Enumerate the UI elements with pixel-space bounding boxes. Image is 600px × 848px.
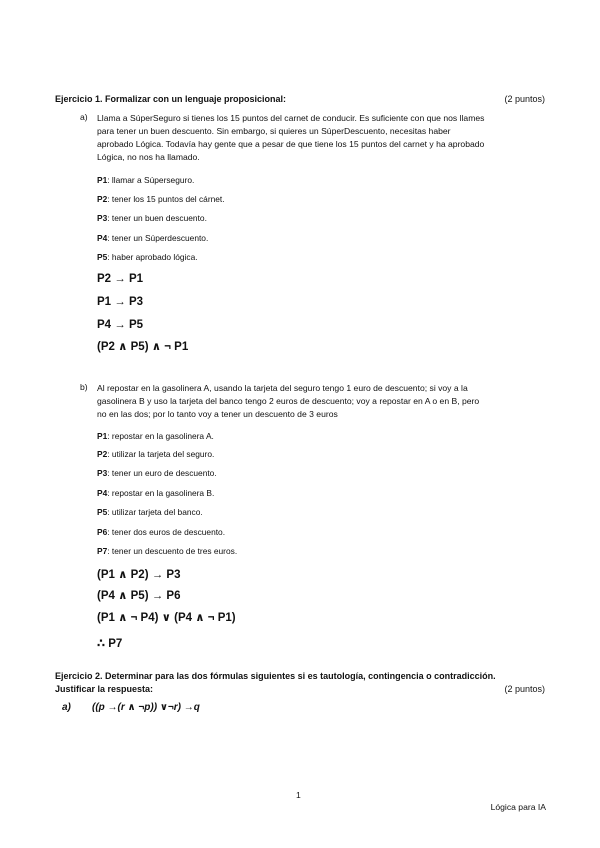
exercise2-title — [55, 670, 545, 682]
exercise2-points: (2 puntos) — [504, 684, 545, 694]
part-a-line: aprobado Lógica. Todavía hay gente que a pesar de que tiene los 15 puntos del carnet y ha aprobado — [97, 139, 485, 149]
part-a-formula-1: P2 → P1 — [97, 273, 144, 285]
exercise2-line2 — [55, 683, 545, 695]
exercise1-points: (2 puntos) — [504, 94, 545, 104]
part-b-prop-p2: P2: utilizar la tarjeta del seguro. — [97, 449, 215, 459]
exercise1-header — [55, 93, 545, 106]
part-b-conclusion: ∴ P7 — [97, 638, 123, 650]
part-b-formula-2: (P4 ∧ P5) → P6 — [97, 590, 181, 602]
exercise2-title-rest: Determinar para las dos fórmulas siguientes si es tautología, contingencia o contradicción. — [102, 671, 496, 681]
part-a-prop-p1: P1: llamar a Súperseguro. — [97, 175, 195, 185]
part-a-formula-3: P4 → P5 — [97, 319, 144, 331]
part-a-prop-p5: P5: haber aprobado lógica. — [97, 252, 198, 262]
part-a-formula-4: (P2 ∧ P5) ∧ ¬ P1 — [97, 341, 189, 353]
exercise2-title-bold: Ejercicio 2. — [55, 671, 103, 681]
part-b-line: Al repostar en la gasolinera A, usando la tarjeta del seguro tengo 1 euro de descuento; si voy a la — [97, 383, 468, 393]
part-a-prop-p4: P4: tener un Súperdescuento. — [97, 233, 209, 243]
part-a-line: para tener un buen descuento. Sin embargo, si quieres un SúperDescuento, necesitas haber — [97, 126, 451, 136]
part-b-prop-p7: P7: tener un descuento de tres euros. — [97, 546, 238, 556]
part-b-formula-1: (P1 ∧ P2) → P3 — [97, 569, 181, 581]
part-b-prop-p1: P1: repostar en la gasolinera A. — [97, 431, 214, 441]
part-b-prop-p5: P5: utilizar tarjeta del banco. — [97, 507, 203, 517]
part-b-statement — [97, 382, 545, 421]
part-a-prop-p3: P3: tener un buen descuento. — [97, 213, 207, 223]
part-b-label: b) — [80, 382, 88, 392]
exercise2-justify: Justificar la respuesta: — [55, 684, 154, 694]
part-b-line: gasolinera B y uso la tarjeta del banco tengo 2 euros de descuento; voy a repostar en A o en B, pero — [97, 396, 480, 406]
part-b-prop-p6: P6: tener dos euros de descuento. — [97, 527, 226, 537]
page-number: 1 — [296, 790, 301, 800]
footer-course: Lógica para IA — [490, 802, 546, 812]
exercise2-item-a-formula: ((p →(r ∧ ¬p)) ∨¬r) →q — [92, 702, 200, 713]
exercise1-title: Ejercicio 1. Formalizar con un lenguaje proposicional: — [55, 94, 287, 104]
part-a-prop-p2: P2: tener los 15 puntos del cárnet. — [97, 194, 225, 204]
part-a-formula-2: P1 → P3 — [97, 296, 144, 308]
part-b-prop-p4: P4: repostar en la gasolinera B. — [97, 488, 215, 498]
part-a-line: Llama a SúperSeguro si tienes los 15 puntos del carnet de conducir. Es suficiente con que nos llames — [97, 113, 485, 123]
part-a-label: a) — [80, 112, 88, 122]
exercise2-item-a-label: a) — [62, 702, 71, 713]
part-b-formula-3: (P1 ∧ ¬ P4) ∨ (P4 ∧ ¬ P1) — [97, 612, 236, 624]
part-b-line: no en las dos; por lo tanto voy a tener un descuento de 3 euros — [97, 409, 338, 419]
part-a-line: Lógica, no nos ha llamado. — [97, 152, 200, 162]
part-b-prop-p3: P3: tener un euro de descuento. — [97, 468, 217, 478]
part-a-statement — [97, 112, 545, 164]
